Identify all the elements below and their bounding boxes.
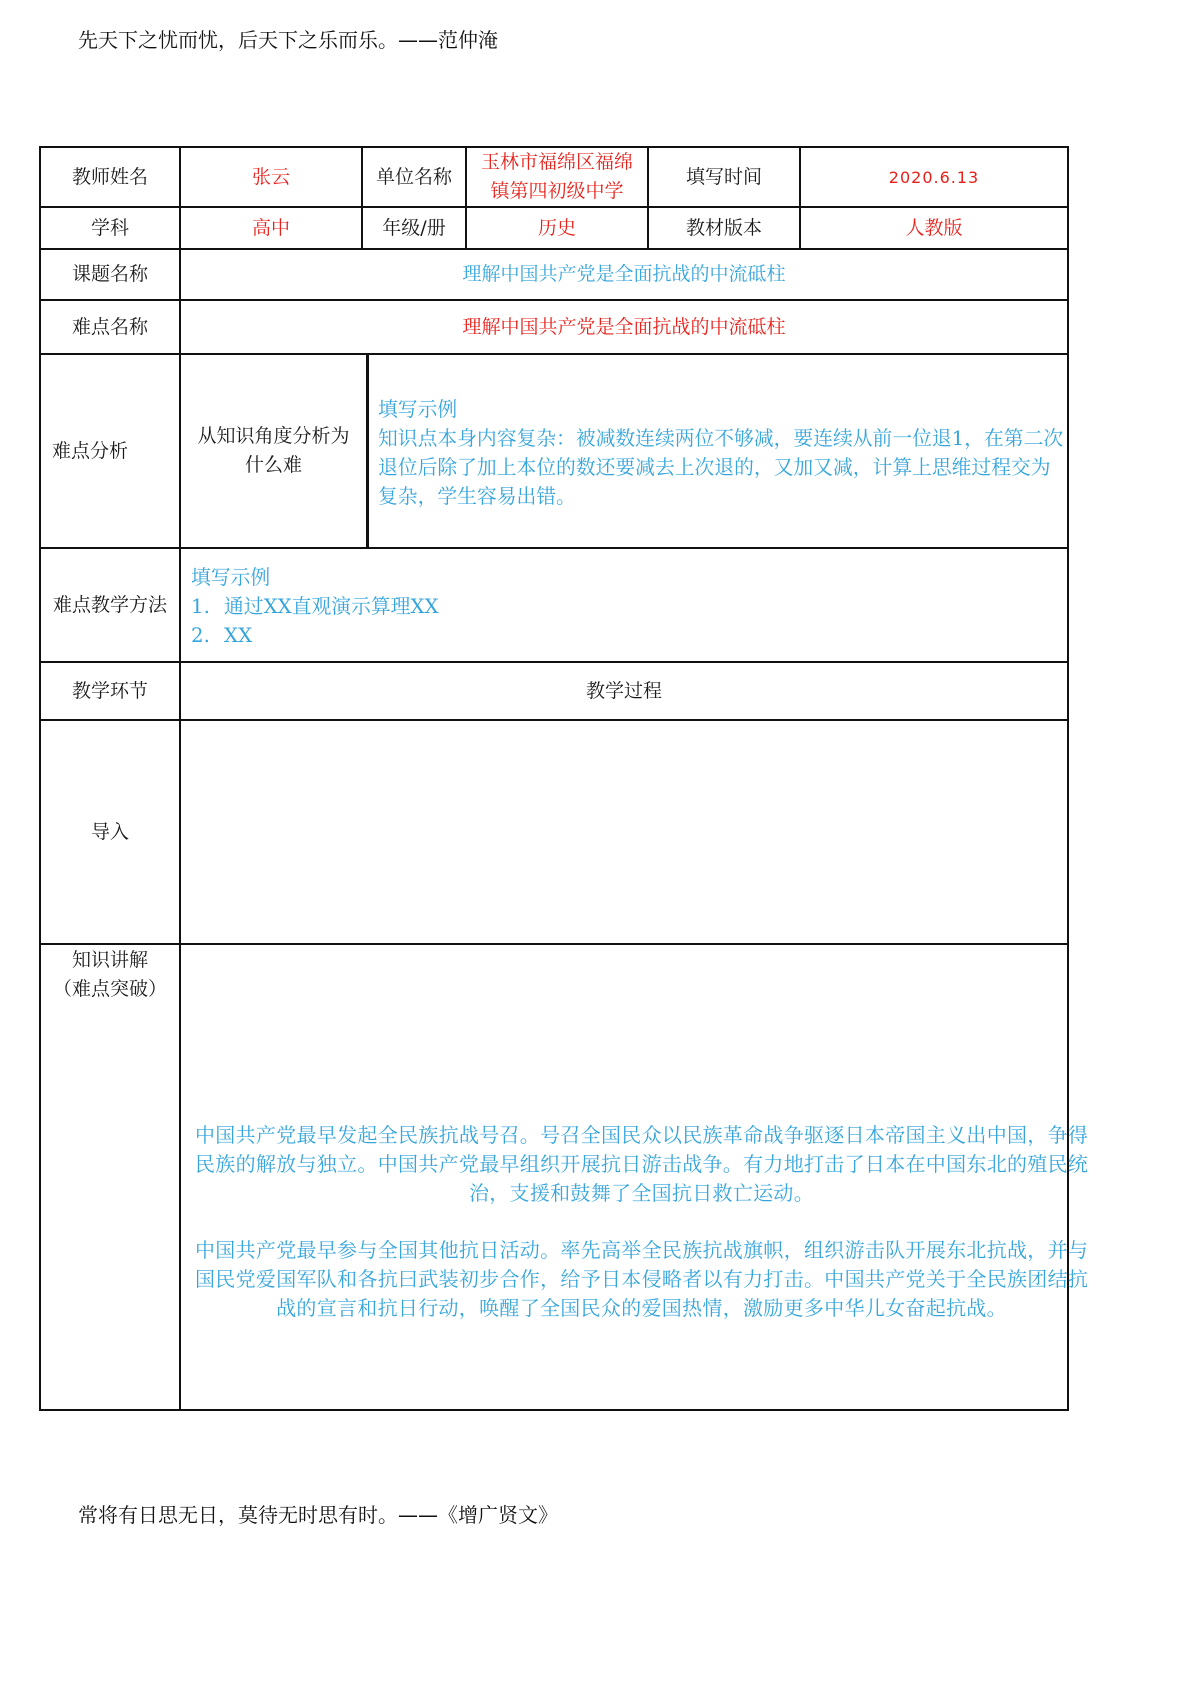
method-item-number: 2. [191,624,210,647]
knowledge-paragraph [195,1121,1088,1208]
method-content [179,547,1069,663]
subject-value: 高中 [179,206,363,250]
teacher-name-label: 教师姓名 [39,146,181,208]
unit-label: 单位名称 [361,146,467,208]
knowledge-line: 中国共产党最早参与全国其他抗日活动。率先高举全民族抗战旗帜，组织游击队开展东北抗战，并与 [195,1238,1089,1262]
teacher-name-value: 张云 [179,146,363,208]
analysis-content [367,353,1069,549]
knowledge-label-subtitle: （难点突破） [52,978,167,1000]
knowledge-line: 战的宣言和抗日行动，唤醒了全国民众的爱国热情，激励更多中华儿女奋起抗战。 [276,1296,1007,1320]
difficulty-value: 理解中国共产党是全面抗战的中流砥柱 [179,299,1069,355]
method-item-text: 通过XX直观演示算理XX [224,595,439,618]
subject-label: 学科 [39,206,181,250]
method-item-number: 1. [191,595,210,618]
knowledge-content [179,943,1089,1411]
intro-label: 导入 [39,719,181,945]
date-label: 填写时间 [647,146,801,208]
knowledge-line: 中国共产党最早发起全民族抗战号召。号召全国民众以民族革命战争驱逐日本帝国主义出中国，争得 [195,1123,1089,1147]
analysis-example-title: 填写示例 [378,398,458,421]
difficulty-label: 难点名称 [39,299,181,355]
edition-label: 教材版本 [647,206,801,250]
topic-label: 课题名称 [39,248,181,301]
topic-value: 理解中国共产党是全面抗战的中流砥柱 [179,248,1069,301]
edition-value: 人教版 [799,206,1069,250]
date-value: 2020.6.13 [799,146,1069,208]
analysis-line: 退位后除了加上本位的数还要减去上次退的，又加又减，计算上思维过程交为 [378,456,1051,479]
knowledge-label-title: 知识讲解 [71,949,148,971]
unit-value: 玉林市福绵区福绵镇第四初级中学 [465,146,649,208]
process-label: 教学环节 [39,661,181,721]
method-item [191,621,252,650]
method-example-title: 填写示例 [191,566,271,589]
analysis-line: 知识点本身内容复杂：被减数连续两位不够减，要连续从前一位退1，在第二次 [378,427,1064,450]
knowledge-line: 治，支援和鼓舞了全国抗日救亡运动。 [468,1181,815,1205]
knowledge-line: 国民党爱国军队和各抗曰武装初步合作，给予日本侵略者以有力打击。中国共产党关于全民族团结抗 [195,1267,1089,1291]
analysis-sublabel: 从知识角度分析为什么难 [179,353,369,549]
knowledge-paragraph [195,1236,1088,1323]
method-label: 难点教学方法 [39,547,181,663]
knowledge-label [39,943,181,1411]
footer-quote: 常将有日思无日，莫待无时思有时。——《增广贤文》 [78,1503,558,1527]
intro-content [179,719,1069,945]
grade-value: 历史 [465,206,649,250]
header-quote: 先天下之忧而忧，后天下之乐而乐。——范仲淹 [78,28,498,52]
knowledge-line: 民族的解放与独立。中国共产党最早组织开展抗日游击战争。有力地打击了日本在中国东北的殖民统 [195,1152,1089,1176]
process-header: 教学过程 [179,661,1069,721]
grade-label: 年级/册 [361,206,467,250]
knowledge-text [195,1121,1088,1351]
analysis-line: 复杂，学生容易出错。 [378,485,576,508]
method-item-text: XX [224,624,253,647]
analysis-label: 难点分析 [39,353,181,549]
method-item [191,592,439,621]
